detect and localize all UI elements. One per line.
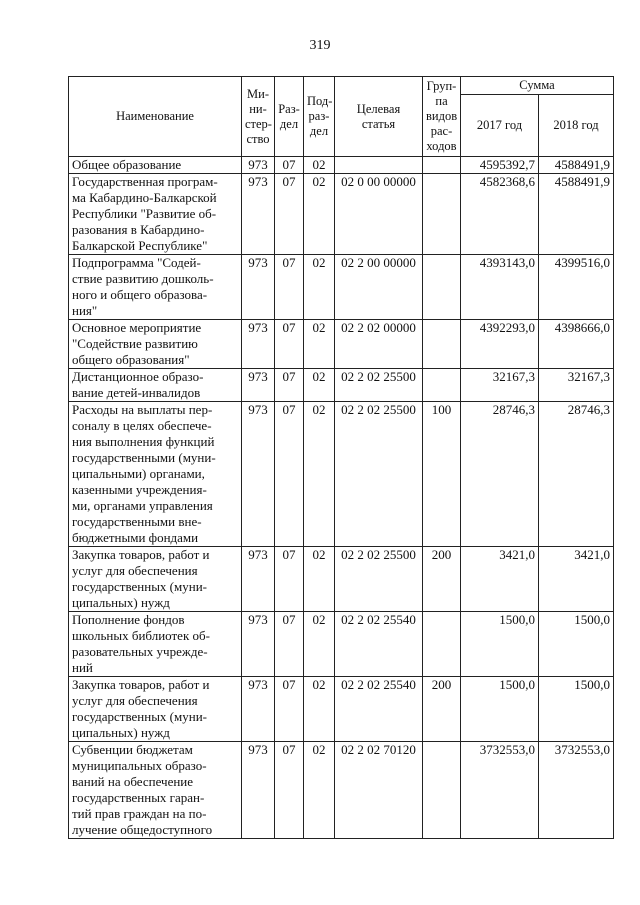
table-row bbox=[69, 547, 614, 612]
page-number: 319 bbox=[309, 38, 331, 53]
cell-subsection: 02 bbox=[304, 255, 335, 320]
header-section: Раз- дел bbox=[275, 77, 304, 157]
cell-2017: 28746,3 bbox=[461, 402, 539, 547]
cell-target: 02 2 02 25540 bbox=[335, 677, 423, 742]
cell-name: Подпрограмма "Содей- ствие развитию дошколь- ного и общего образова- ния" bbox=[69, 255, 242, 320]
table-row bbox=[69, 255, 614, 320]
cell-ministry: 973 bbox=[242, 157, 275, 174]
cell-2017: 3732553,0 bbox=[461, 742, 539, 839]
header-ministry: Ми- ни- стер- ство bbox=[242, 77, 275, 157]
cell-2017: 32167,3 bbox=[461, 369, 539, 402]
cell-target: 02 2 02 25540 bbox=[335, 612, 423, 677]
table-row bbox=[69, 320, 614, 369]
cell-ministry: 973 bbox=[242, 547, 275, 612]
cell-2018: 32167,3 bbox=[539, 369, 614, 402]
cell-2017: 1500,0 bbox=[461, 677, 539, 742]
cell-section: 07 bbox=[275, 742, 304, 839]
cell-section: 07 bbox=[275, 157, 304, 174]
cell-2018: 4398666,0 bbox=[539, 320, 614, 369]
cell-2017: 4595392,7 bbox=[461, 157, 539, 174]
cell-section: 07 bbox=[275, 174, 304, 255]
cell-name: Расходы на выплаты пер- соналу в целях обеспече- ния выполнения функций государственными (муни- ципальными) органами, казенными учреждения- ми, органами управления государственными вне- бюджетными фондами bbox=[69, 402, 242, 547]
cell-ministry: 973 bbox=[242, 402, 275, 547]
cell-target: 02 0 00 00000 bbox=[335, 174, 423, 255]
cell-name: Пополнение фондов школьных библиотек об- разовательных учрежде- ний bbox=[69, 612, 242, 677]
cell-name: Общее образование bbox=[69, 157, 242, 174]
cell-group: 200 bbox=[423, 547, 461, 612]
cell-name: Основное мероприятие "Содействие развитию общего образования" bbox=[69, 320, 242, 369]
cell-group: 200 bbox=[423, 677, 461, 742]
cell-ministry: 973 bbox=[242, 369, 275, 402]
cell-target: 02 2 02 70120 bbox=[335, 742, 423, 839]
cell-2018: 28746,3 bbox=[539, 402, 614, 547]
cell-group bbox=[423, 369, 461, 402]
cell-subsection: 02 bbox=[304, 402, 335, 547]
cell-target: 02 2 02 25500 bbox=[335, 369, 423, 402]
table-row bbox=[69, 157, 614, 174]
cell-section: 07 bbox=[275, 612, 304, 677]
cell-name: Государственная програм- ма Кабардино-Балкарской Республики "Развитие об- разования в Кабардино- Балкарской Республике" bbox=[69, 174, 242, 255]
cell-group bbox=[423, 157, 461, 174]
cell-ministry: 973 bbox=[242, 174, 275, 255]
cell-ministry: 973 bbox=[242, 742, 275, 839]
budget-table bbox=[68, 76, 614, 839]
cell-2018: 1500,0 bbox=[539, 677, 614, 742]
cell-group: 100 bbox=[423, 402, 461, 547]
cell-ministry: 973 bbox=[242, 677, 275, 742]
cell-2018: 3421,0 bbox=[539, 547, 614, 612]
cell-subsection: 02 bbox=[304, 612, 335, 677]
cell-2017: 4393143,0 bbox=[461, 255, 539, 320]
cell-2018: 4588491,9 bbox=[539, 174, 614, 255]
cell-section: 07 bbox=[275, 547, 304, 612]
cell-target: 02 2 02 25500 bbox=[335, 402, 423, 547]
header-year-2017: 2017 год bbox=[461, 95, 539, 157]
cell-name: Закупка товаров, работ и услуг для обеспечения государственных (муни- ципальных) нужд bbox=[69, 677, 242, 742]
header-group: Груп- па видов рас- ходов bbox=[423, 77, 461, 157]
header-name: Наименование bbox=[69, 77, 242, 157]
cell-target: 02 2 02 25500 bbox=[335, 547, 423, 612]
cell-2018: 3732553,0 bbox=[539, 742, 614, 839]
table-row bbox=[69, 742, 614, 839]
cell-section: 07 bbox=[275, 320, 304, 369]
cell-section: 07 bbox=[275, 369, 304, 402]
cell-name: Закупка товаров, работ и услуг для обеспечения государственных (муни- ципальных) нужд bbox=[69, 547, 242, 612]
header-target: Целевая статья bbox=[335, 77, 423, 157]
table-row bbox=[69, 677, 614, 742]
cell-ministry: 973 bbox=[242, 612, 275, 677]
cell-group bbox=[423, 255, 461, 320]
cell-group bbox=[423, 174, 461, 255]
cell-target: 02 2 00 00000 bbox=[335, 255, 423, 320]
cell-name: Субвенции бюджетам муниципальных образо- ваний на обеспечение государственных гаран- тий прав граждан на по- лучение общедоступного bbox=[69, 742, 242, 839]
cell-2017: 4392293,0 bbox=[461, 320, 539, 369]
header-sum: Сумма bbox=[461, 77, 614, 95]
cell-subsection: 02 bbox=[304, 677, 335, 742]
table-row bbox=[69, 612, 614, 677]
cell-target bbox=[335, 157, 423, 174]
cell-section: 07 bbox=[275, 402, 304, 547]
cell-section: 07 bbox=[275, 677, 304, 742]
cell-2018: 4588491,9 bbox=[539, 157, 614, 174]
cell-subsection: 02 bbox=[304, 742, 335, 839]
cell-ministry: 973 bbox=[242, 255, 275, 320]
cell-2017: 4582368,6 bbox=[461, 174, 539, 255]
cell-2018: 4399516,0 bbox=[539, 255, 614, 320]
cell-2017: 1500,0 bbox=[461, 612, 539, 677]
cell-2018: 1500,0 bbox=[539, 612, 614, 677]
cell-section: 07 bbox=[275, 255, 304, 320]
cell-subsection: 02 bbox=[304, 320, 335, 369]
cell-subsection: 02 bbox=[304, 174, 335, 255]
cell-subsection: 02 bbox=[304, 157, 335, 174]
cell-group bbox=[423, 612, 461, 677]
cell-name: Дистанционное образо- вание детей-инвалидов bbox=[69, 369, 242, 402]
cell-target: 02 2 02 00000 bbox=[335, 320, 423, 369]
cell-subsection: 02 bbox=[304, 547, 335, 612]
header-subsection: Под- раз- дел bbox=[304, 77, 335, 157]
cell-subsection: 02 bbox=[304, 369, 335, 402]
table-row bbox=[69, 402, 614, 547]
table-row bbox=[69, 174, 614, 255]
cell-ministry: 973 bbox=[242, 320, 275, 369]
table-body bbox=[69, 157, 614, 839]
header-year-2018: 2018 год bbox=[539, 95, 614, 157]
cell-2017: 3421,0 bbox=[461, 547, 539, 612]
cell-group bbox=[423, 320, 461, 369]
cell-group bbox=[423, 742, 461, 839]
table-row bbox=[69, 369, 614, 402]
